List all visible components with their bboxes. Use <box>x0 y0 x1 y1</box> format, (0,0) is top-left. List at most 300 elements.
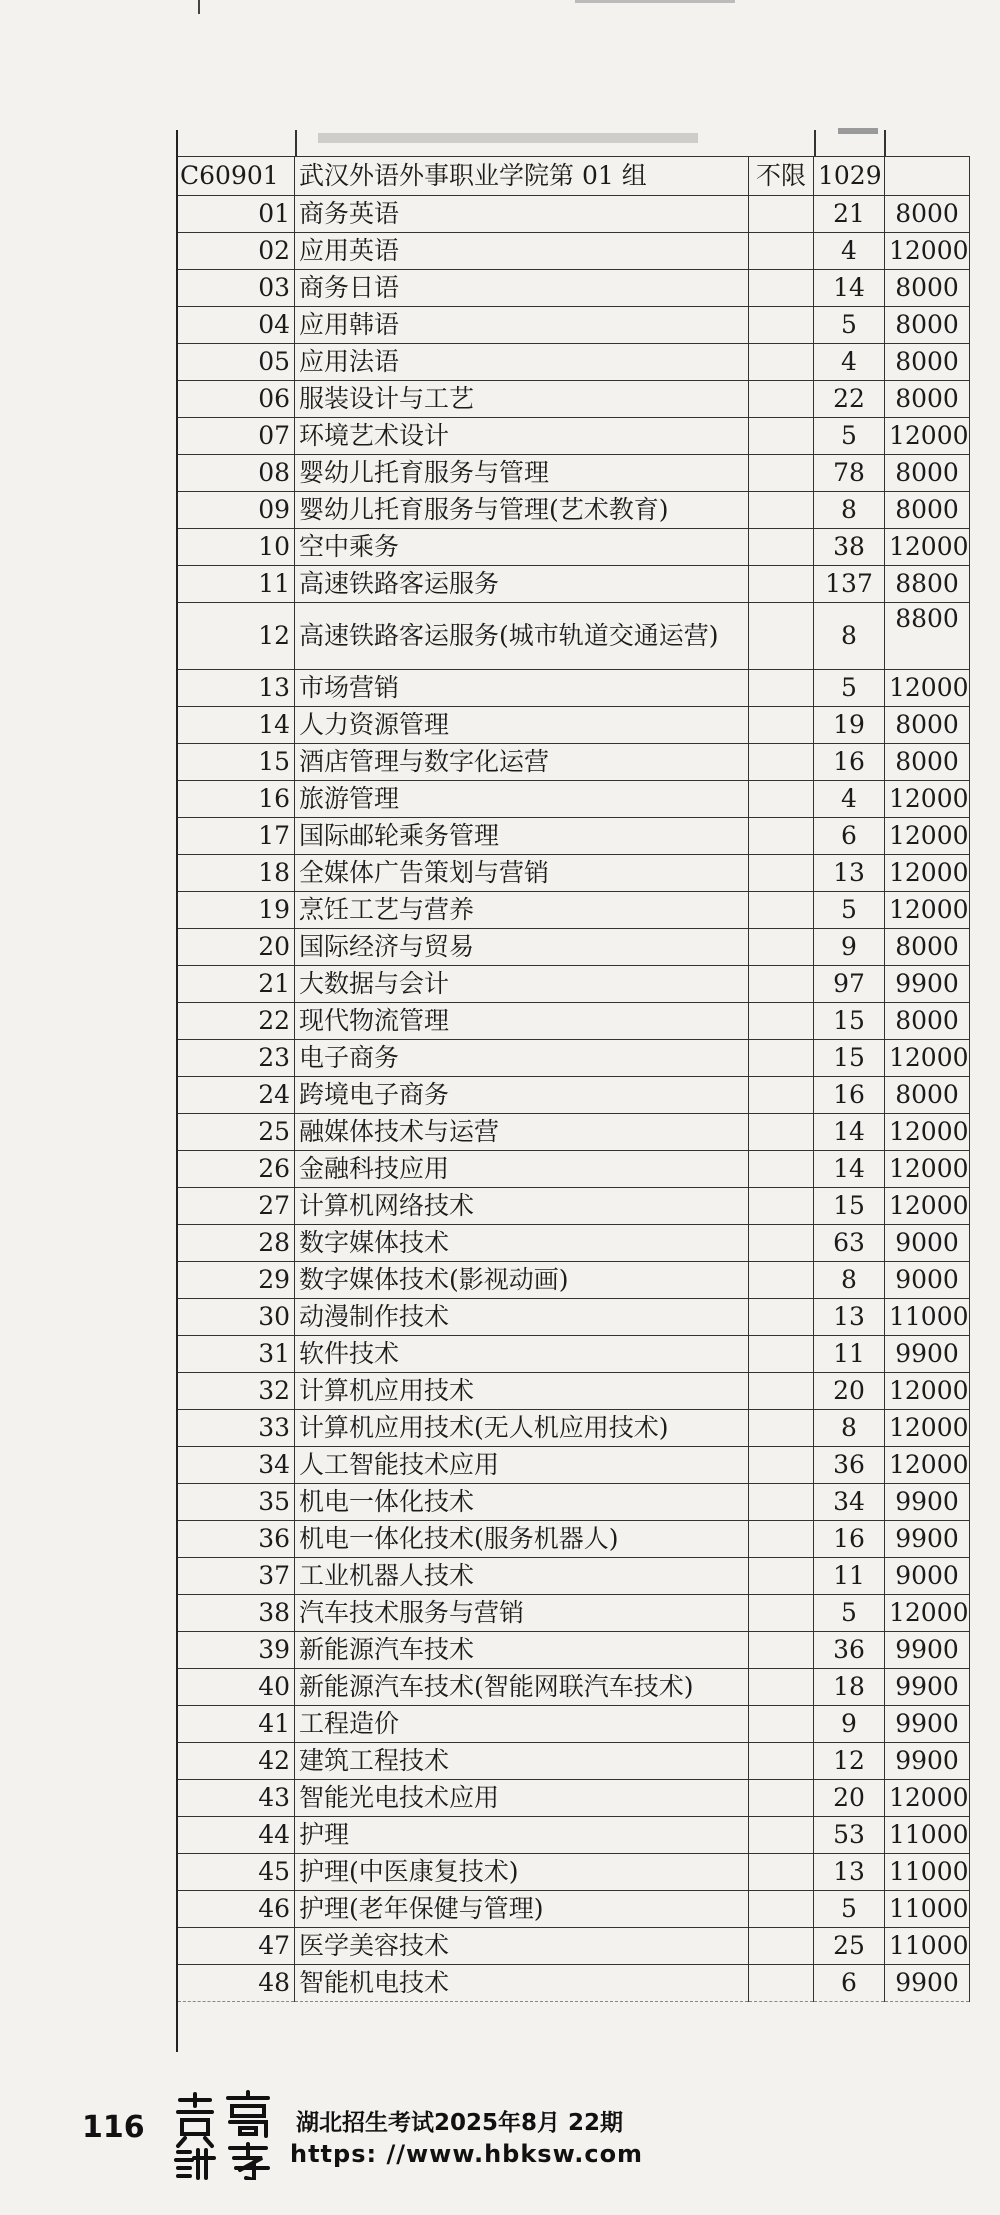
major-name: 国际经济与贸易 <box>295 929 749 966</box>
major-row <box>178 492 970 529</box>
group-plan: 1029 <box>814 157 885 196</box>
major-code: 01 <box>178 196 295 233</box>
page-number: 116 <box>82 2110 145 2145</box>
major-fee: 8000 <box>885 1003 970 1040</box>
major-plan: 25 <box>814 1928 885 1965</box>
major-name: 金融科技应用 <box>295 1151 749 1188</box>
major-code: 38 <box>178 1595 295 1632</box>
major-code: 41 <box>178 1706 295 1743</box>
major-limit <box>749 344 814 381</box>
major-fee: 11000 <box>885 1854 970 1891</box>
major-limit <box>749 196 814 233</box>
major-name: 空中乘务 <box>295 529 749 566</box>
group-name: 武汉外语外事职业学院第 01 组 <box>295 157 749 196</box>
major-code: 35 <box>178 1484 295 1521</box>
major-plan: 5 <box>814 892 885 929</box>
major-limit <box>749 1928 814 1965</box>
major-fee: 11000 <box>885 1891 970 1928</box>
major-name: 全媒体广告策划与营销 <box>295 855 749 892</box>
major-name: 旅游管理 <box>295 781 749 818</box>
major-code: 42 <box>178 1743 295 1780</box>
major-fee: 11000 <box>885 1928 970 1965</box>
major-limit <box>749 1484 814 1521</box>
major-code: 46 <box>178 1891 295 1928</box>
major-fee: 12000 <box>885 1410 970 1447</box>
major-row <box>178 270 970 307</box>
major-code: 07 <box>178 418 295 455</box>
major-limit <box>749 781 814 818</box>
major-fee: 8000 <box>885 307 970 344</box>
major-plan: 34 <box>814 1484 885 1521</box>
major-fee: 8000 <box>885 381 970 418</box>
major-code: 21 <box>178 966 295 1003</box>
partial-row-divider <box>814 130 816 156</box>
major-code: 43 <box>178 1780 295 1817</box>
major-row <box>178 1558 970 1595</box>
major-code: 14 <box>178 707 295 744</box>
major-name: 软件技术 <box>295 1336 749 1373</box>
remnant-tick <box>198 0 200 14</box>
major-limit <box>749 1669 814 1706</box>
major-name: 工业机器人技术 <box>295 1558 749 1595</box>
major-plan: 20 <box>814 1780 885 1817</box>
major-fee: 12000 <box>885 1040 970 1077</box>
major-row <box>178 1632 970 1669</box>
major-fee: 8000 <box>885 270 970 307</box>
major-row <box>178 1151 970 1188</box>
major-code: 22 <box>178 1003 295 1040</box>
major-row <box>178 1077 970 1114</box>
major-code: 12 <box>178 603 295 670</box>
major-plan: 36 <box>814 1447 885 1484</box>
major-name: 应用英语 <box>295 233 749 270</box>
major-limit <box>749 1965 814 2002</box>
major-name: 酒店管理与数字化运营 <box>295 744 749 781</box>
major-fee: 12000 <box>885 781 970 818</box>
major-code: 17 <box>178 818 295 855</box>
major-fee: 9000 <box>885 1558 970 1595</box>
major-code: 37 <box>178 1558 295 1595</box>
major-limit <box>749 670 814 707</box>
major-name: 计算机应用技术(无人机应用技术) <box>295 1410 749 1447</box>
major-fee: 9900 <box>885 966 970 1003</box>
major-row <box>178 818 970 855</box>
major-limit <box>749 1410 814 1447</box>
major-fee: 12000 <box>885 1780 970 1817</box>
major-limit <box>749 418 814 455</box>
major-row <box>178 1225 970 1262</box>
major-code: 16 <box>178 781 295 818</box>
major-code: 48 <box>178 1965 295 2002</box>
major-code: 15 <box>178 744 295 781</box>
major-plan: 15 <box>814 1188 885 1225</box>
major-plan: 18 <box>814 1669 885 1706</box>
major-limit <box>749 1077 814 1114</box>
major-name: 融媒体技术与运营 <box>295 1114 749 1151</box>
major-row <box>178 855 970 892</box>
major-name: 新能源汽车技术 <box>295 1632 749 1669</box>
major-row <box>178 1854 970 1891</box>
major-code: 09 <box>178 492 295 529</box>
group-row <box>178 157 970 196</box>
major-plan: 97 <box>814 966 885 1003</box>
major-name: 婴幼儿托育服务与管理 <box>295 455 749 492</box>
major-plan: 137 <box>814 566 885 603</box>
major-row <box>178 1003 970 1040</box>
major-name: 大数据与会计 <box>295 966 749 1003</box>
major-fee: 11000 <box>885 1299 970 1336</box>
major-limit <box>749 1632 814 1669</box>
major-name: 护理(中医康复技术) <box>295 1854 749 1891</box>
major-fee: 8800 <box>885 603 970 670</box>
major-row <box>178 529 970 566</box>
major-plan: 22 <box>814 381 885 418</box>
major-fee: 12000 <box>885 855 970 892</box>
major-fee: 8000 <box>885 455 970 492</box>
major-limit <box>749 1706 814 1743</box>
major-code: 36 <box>178 1521 295 1558</box>
major-plan: 5 <box>814 1595 885 1632</box>
major-row <box>178 1299 970 1336</box>
major-name: 机电一体化技术(服务机器人) <box>295 1521 749 1558</box>
major-code: 44 <box>178 1817 295 1854</box>
journal-title: 湖北招生考试2025年8月 22期 <box>296 2110 624 2136</box>
major-limit <box>749 818 814 855</box>
major-name: 建筑工程技术 <box>295 1743 749 1780</box>
group-fee <box>885 157 970 196</box>
major-limit <box>749 1262 814 1299</box>
major-plan: 16 <box>814 1077 885 1114</box>
major-limit <box>749 1040 814 1077</box>
major-name: 烹饪工艺与营养 <box>295 892 749 929</box>
major-plan: 5 <box>814 307 885 344</box>
major-plan: 14 <box>814 1114 885 1151</box>
major-code: 18 <box>178 855 295 892</box>
major-plan: 36 <box>814 1632 885 1669</box>
major-name: 跨境电子商务 <box>295 1077 749 1114</box>
major-limit <box>749 1447 814 1484</box>
major-name: 医学美容技术 <box>295 1928 749 1965</box>
major-fee: 9900 <box>885 1521 970 1558</box>
major-limit <box>749 1225 814 1262</box>
major-name: 计算机网络技术 <box>295 1188 749 1225</box>
major-plan: 5 <box>814 1891 885 1928</box>
major-limit <box>749 529 814 566</box>
major-name: 动漫制作技术 <box>295 1299 749 1336</box>
major-plan: 16 <box>814 744 885 781</box>
major-row <box>178 1669 970 1706</box>
major-code: 13 <box>178 670 295 707</box>
major-code: 26 <box>178 1151 295 1188</box>
major-plan: 4 <box>814 344 885 381</box>
major-fee: 12000 <box>885 1151 970 1188</box>
major-code: 05 <box>178 344 295 381</box>
major-name: 现代物流管理 <box>295 1003 749 1040</box>
major-code: 32 <box>178 1373 295 1410</box>
major-limit <box>749 929 814 966</box>
major-row <box>178 1780 970 1817</box>
major-limit <box>749 1336 814 1373</box>
major-fee: 9000 <box>885 1262 970 1299</box>
major-code: 02 <box>178 233 295 270</box>
major-fee: 8000 <box>885 707 970 744</box>
major-fee: 12000 <box>885 1373 970 1410</box>
major-name: 机电一体化技术 <box>295 1484 749 1521</box>
major-name: 婴幼儿托育服务与管理(艺术教育) <box>295 492 749 529</box>
major-plan: 9 <box>814 929 885 966</box>
major-row <box>178 196 970 233</box>
major-row <box>178 1521 970 1558</box>
major-row <box>178 929 970 966</box>
major-fee: 12000 <box>885 1447 970 1484</box>
partial-row-divider <box>295 130 297 156</box>
major-fee: 9900 <box>885 1632 970 1669</box>
major-row <box>178 1188 970 1225</box>
major-fee: 8800 <box>885 566 970 603</box>
major-code: 06 <box>178 381 295 418</box>
major-code: 40 <box>178 1669 295 1706</box>
major-name: 新能源汽车技术(智能网联汽车技术) <box>295 1669 749 1706</box>
major-code: 39 <box>178 1632 295 1669</box>
major-limit <box>749 1114 814 1151</box>
major-limit <box>749 744 814 781</box>
major-plan: 20 <box>814 1373 885 1410</box>
partial-row-divider <box>884 130 886 156</box>
major-fee: 9900 <box>885 1743 970 1780</box>
major-plan: 14 <box>814 1151 885 1188</box>
major-code: 08 <box>178 455 295 492</box>
major-row <box>178 744 970 781</box>
major-plan: 15 <box>814 1003 885 1040</box>
major-limit <box>749 233 814 270</box>
major-name: 人力资源管理 <box>295 707 749 744</box>
major-plan: 13 <box>814 1299 885 1336</box>
major-name: 智能光电技术应用 <box>295 1780 749 1817</box>
major-limit <box>749 1854 814 1891</box>
major-row <box>178 566 970 603</box>
major-code: 33 <box>178 1410 295 1447</box>
major-plan: 78 <box>814 455 885 492</box>
major-name: 汽车技术服务与营销 <box>295 1595 749 1632</box>
major-plan: 11 <box>814 1336 885 1373</box>
major-row <box>178 1817 970 1854</box>
major-fee: 12000 <box>885 529 970 566</box>
journal-url[interactable]: https: //www.hbksw.com <box>290 2140 644 2168</box>
major-row <box>178 1743 970 1780</box>
major-limit <box>749 566 814 603</box>
major-fee: 9900 <box>885 1706 970 1743</box>
major-code: 25 <box>178 1114 295 1151</box>
major-fee: 12000 <box>885 1114 970 1151</box>
major-fee: 12000 <box>885 233 970 270</box>
major-row <box>178 603 970 670</box>
major-limit <box>749 1891 814 1928</box>
major-limit <box>749 1743 814 1780</box>
major-fee: 12000 <box>885 892 970 929</box>
major-name: 智能机电技术 <box>295 1965 749 2002</box>
major-code: 11 <box>178 566 295 603</box>
major-fee: 8000 <box>885 344 970 381</box>
major-fee: 8000 <box>885 196 970 233</box>
major-row <box>178 381 970 418</box>
major-name: 商务英语 <box>295 196 749 233</box>
major-limit <box>749 1817 814 1854</box>
major-plan: 21 <box>814 196 885 233</box>
major-code: 27 <box>178 1188 295 1225</box>
major-fee: 12000 <box>885 1595 970 1632</box>
major-plan: 11 <box>814 1558 885 1595</box>
major-plan: 16 <box>814 1521 885 1558</box>
major-row <box>178 966 970 1003</box>
major-limit <box>749 270 814 307</box>
major-fee: 8000 <box>885 1077 970 1114</box>
major-limit <box>749 1595 814 1632</box>
major-name: 服装设计与工艺 <box>295 381 749 418</box>
major-plan: 15 <box>814 1040 885 1077</box>
major-name: 应用法语 <box>295 344 749 381</box>
major-plan: 6 <box>814 1965 885 2002</box>
major-limit <box>749 455 814 492</box>
major-plan: 63 <box>814 1225 885 1262</box>
partial-row-number <box>838 128 878 134</box>
remnant-dash <box>575 0 735 3</box>
major-fee: 8000 <box>885 744 970 781</box>
major-plan: 9 <box>814 1706 885 1743</box>
major-code: 30 <box>178 1299 295 1336</box>
major-row <box>178 1336 970 1373</box>
major-code: 24 <box>178 1077 295 1114</box>
major-fee: 12000 <box>885 818 970 855</box>
major-row <box>178 1706 970 1743</box>
partial-row-faded-text <box>318 133 698 143</box>
major-code: 20 <box>178 929 295 966</box>
major-name: 市场营销 <box>295 670 749 707</box>
major-name: 工程造价 <box>295 1706 749 1743</box>
major-plan: 5 <box>814 670 885 707</box>
group-code: C60901 <box>178 157 295 196</box>
major-limit <box>749 1558 814 1595</box>
major-name: 数字媒体技术 <box>295 1225 749 1262</box>
major-plan: 53 <box>814 1817 885 1854</box>
admission-plan-table <box>178 156 970 2002</box>
major-name: 商务日语 <box>295 270 749 307</box>
major-plan: 13 <box>814 1854 885 1891</box>
major-code: 19 <box>178 892 295 929</box>
major-limit <box>749 1003 814 1040</box>
previous-page-remnant <box>0 0 1000 16</box>
major-code: 28 <box>178 1225 295 1262</box>
major-row <box>178 1373 970 1410</box>
major-plan: 12 <box>814 1743 885 1780</box>
major-limit <box>749 966 814 1003</box>
major-fee: 9900 <box>885 1669 970 1706</box>
group-limit: 不限 <box>749 157 814 196</box>
major-fee: 8000 <box>885 929 970 966</box>
major-code: 31 <box>178 1336 295 1373</box>
major-limit <box>749 492 814 529</box>
major-fee: 9900 <box>885 1965 970 2002</box>
partial-previous-row <box>178 130 970 157</box>
major-row <box>178 1447 970 1484</box>
major-limit <box>749 307 814 344</box>
major-row <box>178 1595 970 1632</box>
major-code: 29 <box>178 1262 295 1299</box>
major-limit <box>749 381 814 418</box>
major-code: 23 <box>178 1040 295 1077</box>
major-plan: 8 <box>814 1410 885 1447</box>
major-limit <box>749 1373 814 1410</box>
major-name: 计算机应用技术 <box>295 1373 749 1410</box>
major-plan: 8 <box>814 1262 885 1299</box>
major-limit <box>749 1780 814 1817</box>
major-row <box>178 1040 970 1077</box>
major-row <box>178 344 970 381</box>
journal-logo <box>170 2090 280 2180</box>
major-code: 03 <box>178 270 295 307</box>
major-limit <box>749 1188 814 1225</box>
major-row <box>178 307 970 344</box>
major-plan: 6 <box>814 818 885 855</box>
major-plan: 13 <box>814 855 885 892</box>
major-name: 护理(老年保健与管理) <box>295 1891 749 1928</box>
major-plan: 38 <box>814 529 885 566</box>
major-row <box>178 1262 970 1299</box>
major-name: 高速铁路客运服务 <box>295 566 749 603</box>
major-row <box>178 418 970 455</box>
major-limit <box>749 603 814 670</box>
major-limit <box>749 1299 814 1336</box>
major-row <box>178 1965 970 2002</box>
major-fee: 9900 <box>885 1336 970 1373</box>
major-fee: 12000 <box>885 1188 970 1225</box>
major-name: 国际邮轮乘务管理 <box>295 818 749 855</box>
major-name: 数字媒体技术(影视动画) <box>295 1262 749 1299</box>
table-bottom-edge <box>176 2032 178 2052</box>
major-plan: 14 <box>814 270 885 307</box>
major-code: 45 <box>178 1854 295 1891</box>
major-fee: 12000 <box>885 418 970 455</box>
major-code: 04 <box>178 307 295 344</box>
major-row <box>178 1928 970 1965</box>
major-row <box>178 670 970 707</box>
major-row <box>178 1410 970 1447</box>
major-fee: 8000 <box>885 492 970 529</box>
major-limit <box>749 892 814 929</box>
page-footer <box>0 2090 1000 2210</box>
major-code: 10 <box>178 529 295 566</box>
major-row <box>178 781 970 818</box>
major-plan: 19 <box>814 707 885 744</box>
major-plan: 8 <box>814 603 885 670</box>
major-code: 34 <box>178 1447 295 1484</box>
major-row <box>178 892 970 929</box>
admission-plan-table-frame <box>176 130 970 2052</box>
major-fee: 9900 <box>885 1484 970 1521</box>
major-row <box>178 1114 970 1151</box>
major-plan: 8 <box>814 492 885 529</box>
major-row <box>178 707 970 744</box>
major-name: 护理 <box>295 1817 749 1854</box>
major-row <box>178 1891 970 1928</box>
major-row <box>178 233 970 270</box>
major-code: 47 <box>178 1928 295 1965</box>
major-name: 高速铁路客运服务(城市轨道交通运营) <box>295 603 749 670</box>
major-limit <box>749 855 814 892</box>
major-limit <box>749 707 814 744</box>
major-row <box>178 455 970 492</box>
major-limit <box>749 1151 814 1188</box>
major-fee: 12000 <box>885 670 970 707</box>
